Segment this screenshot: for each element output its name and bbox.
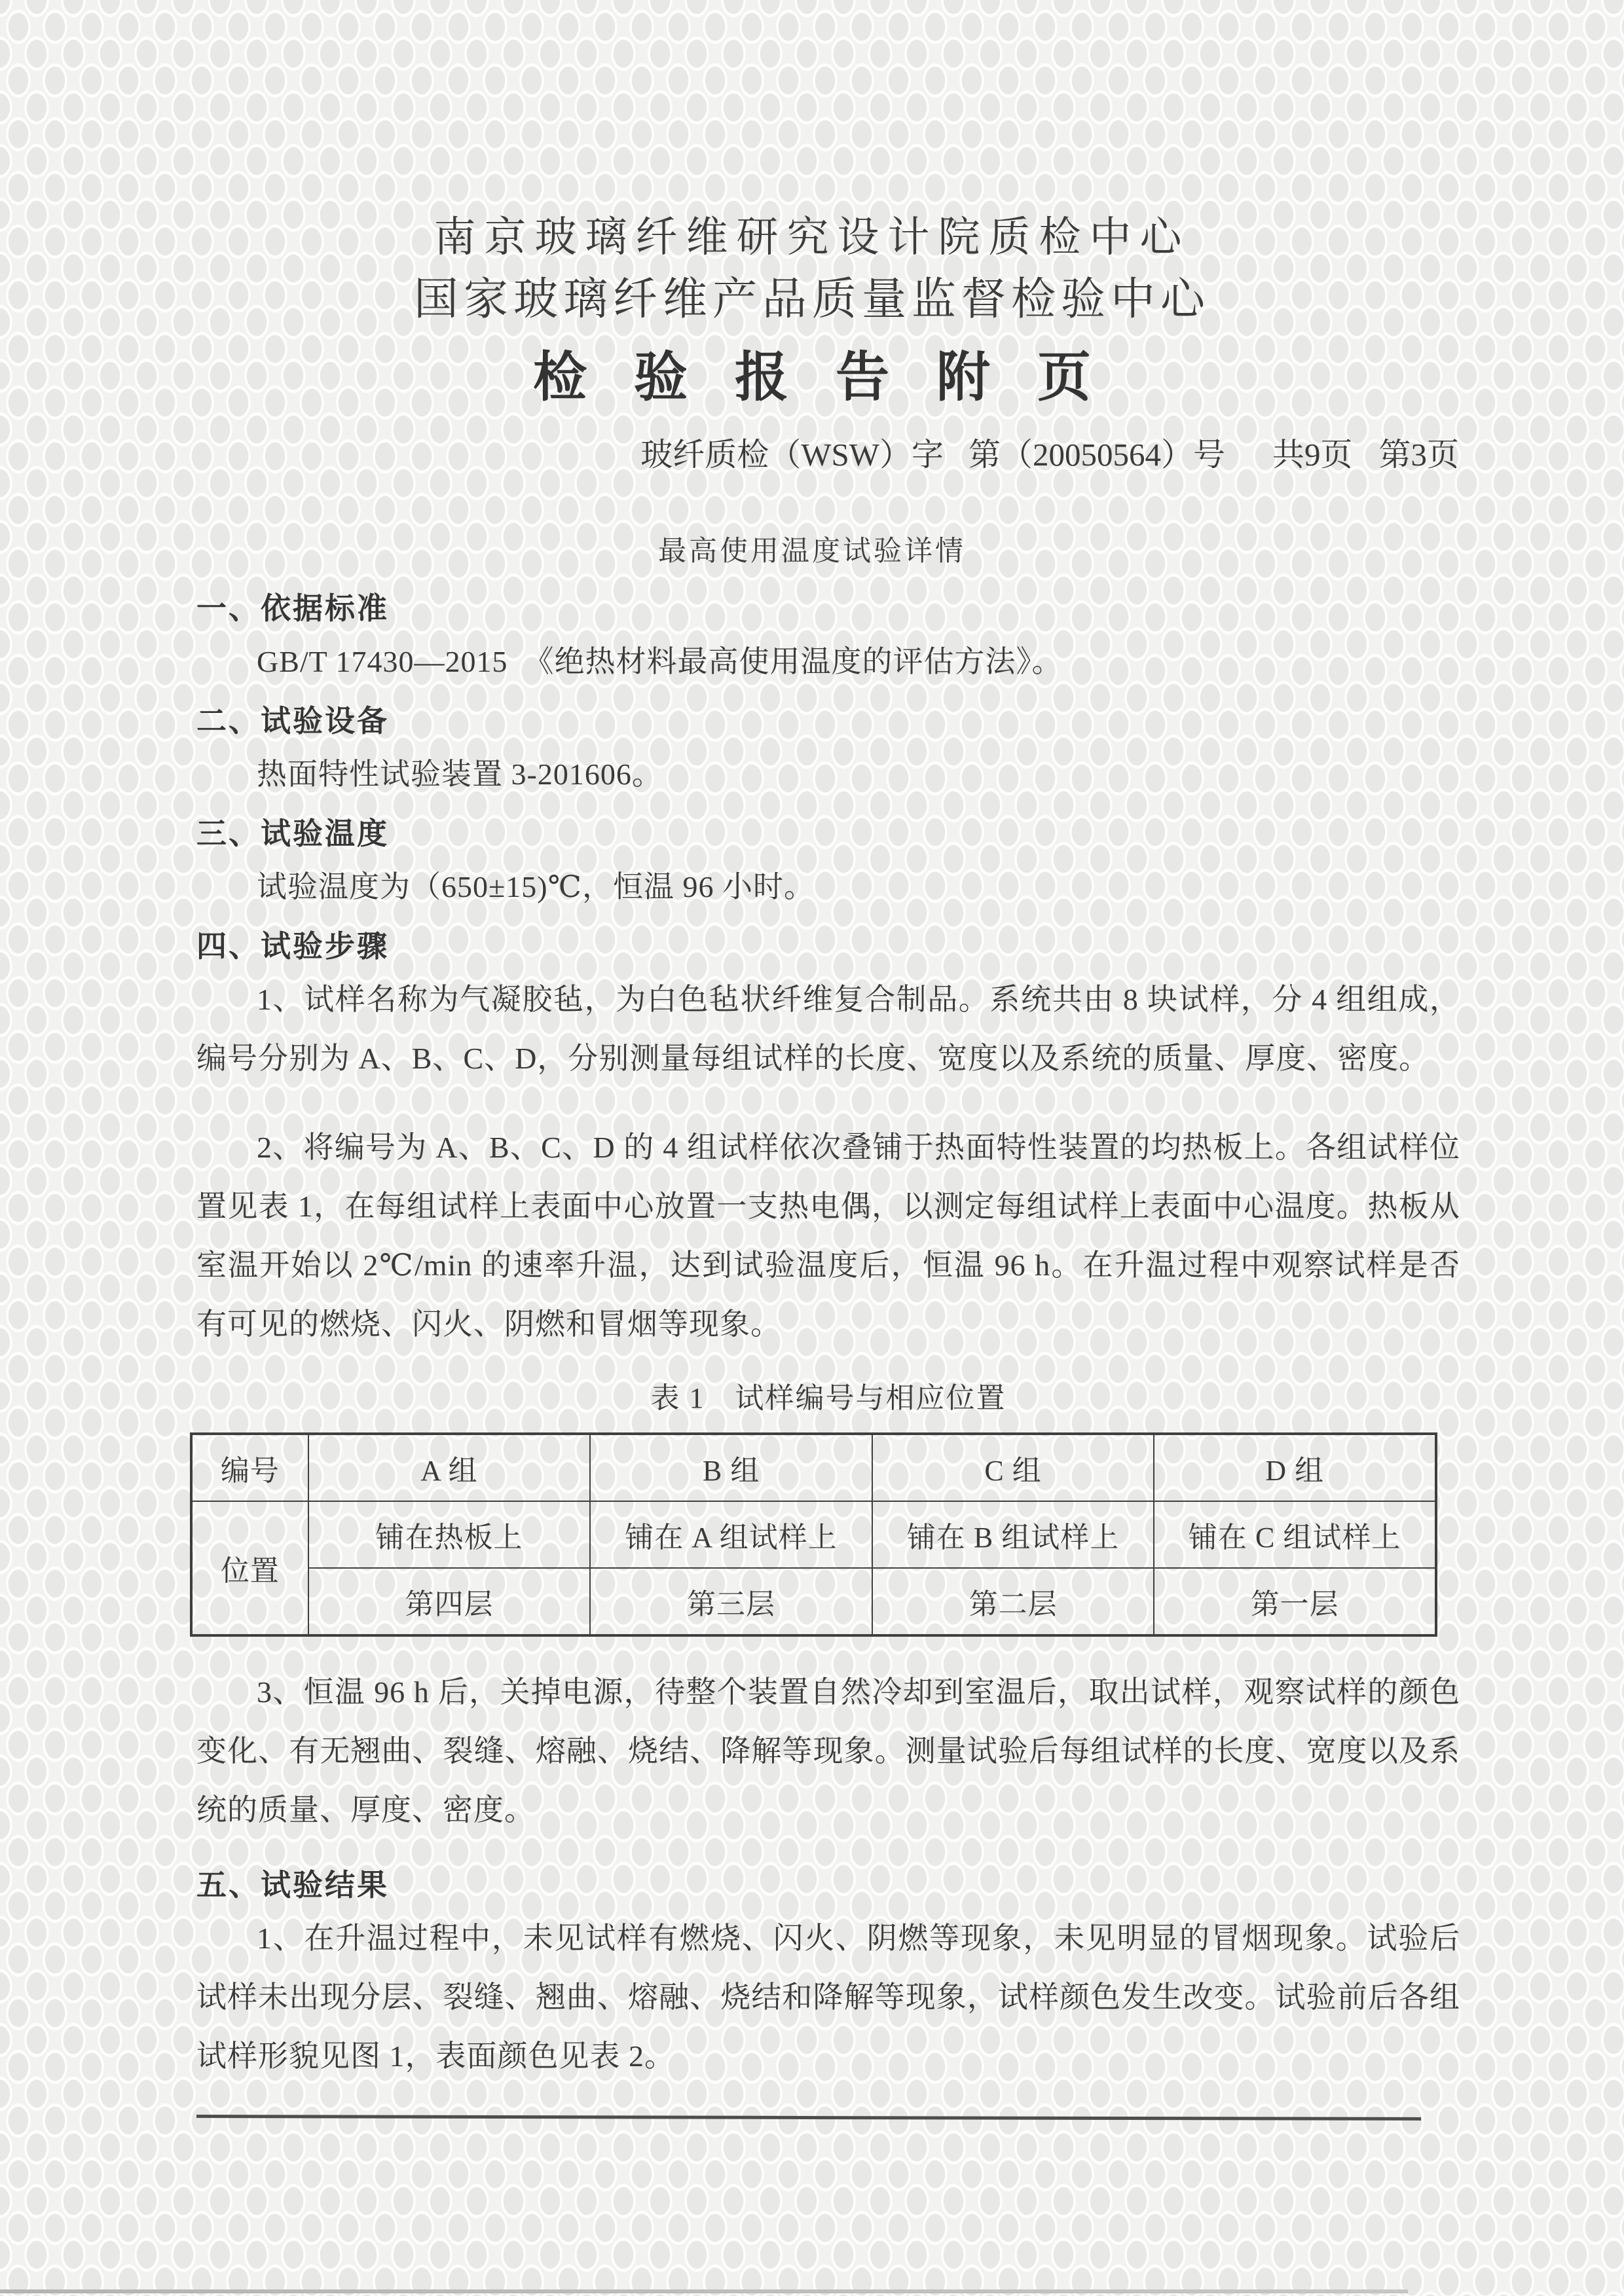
table1-layer-cell-d: 第一层 <box>1154 1568 1436 1635</box>
table1-header-cell-group-d: D 组 <box>1154 1434 1436 1501</box>
table1-header-cell-group-c: C 组 <box>872 1434 1154 1501</box>
org-name-line1: 南京玻璃纤维研究设计院质检中心 <box>434 214 1190 261</box>
section4-step2: 2、将编号为 A、B、C、D 的 4 组试样依次叠铺于热面特性装置的均热板上。各组试样位置见表 1，在每组试样上表面中心放置一支热电偶，以测定每组试样上表面中心温度。热板从室温开始以 2℃/min 的速率升温，达到试验温度后，恒温 96 h。在升温过程中观察试样是否有可见的燃烧、闪火、阴燃和冒烟等现象。 <box>196 1131 1460 1341</box>
report-number-value: 第（20050564）号 <box>968 437 1225 473</box>
table1-row-label-position: 位置 <box>191 1501 308 1635</box>
table1-layer-cell-a: 第四层 <box>308 1568 591 1635</box>
report-number-prefix: 玻纤质检（WSW）字 <box>640 437 944 473</box>
report-header <box>0 0 1624 471</box>
section3-heading: 三、试验温度 <box>196 816 389 850</box>
report-current-page: 第3页 <box>1378 437 1459 473</box>
table1-position-cell-d: 铺在 C 组试样上 <box>1154 1501 1436 1568</box>
section4-step3: 3、恒温 96 h 后，关掉电源，待整个装置自然冷却到室温后，取出试样，观察试样的颜色变化、有无翘曲、裂缝、熔融、烧结、降解等现象。测量试验后每组试样的长度、宽度以及系统的质量、厚度、密度。 <box>196 1675 1460 1827</box>
table1-header-cell-group-a: A 组 <box>308 1434 591 1501</box>
table1-layer-row <box>191 1568 1436 1635</box>
report-body <box>196 593 1460 2086</box>
document-title: 检验报告附页 <box>532 348 1138 407</box>
section2-body: 热面特性试验装置 3-201606。 <box>257 757 663 791</box>
report-total-pages: 共9页 <box>1272 437 1353 473</box>
section1-body: GB/T 17430—2015 《绝热材料最高使用温度的评估方法》。 <box>257 645 1063 678</box>
table1-layer-cell-b: 第三层 <box>590 1568 872 1635</box>
page-subtitle: 最高使用温度试验详情 <box>658 536 966 567</box>
section4-step1: 1、试样名称为气凝胶毡，为白色毡状纤维复合制品。系统共由 8 块试样，分 4 组组成，编号分别为 A、B、C、D，分别测量每组试样的长度、宽度以及系统的质量、厚度、密度。 <box>196 983 1460 1075</box>
footer-rule <box>196 2115 1421 2121</box>
section4-heading: 四、试验步骤 <box>196 929 389 963</box>
table1-header-row <box>191 1434 1436 1501</box>
table1-header-cell-group-b: B 组 <box>590 1434 872 1501</box>
section1-heading: 一、依据标准 <box>196 591 389 625</box>
table1-position-row <box>191 1501 1436 1568</box>
table1-position-cell-a: 铺在热板上 <box>308 1501 591 1568</box>
section3-body: 试验温度为（650±15)℃，恒温 96 小时。 <box>257 870 815 903</box>
table1-caption: 表 1 试样编号与相应位置 <box>650 1382 1006 1414</box>
table1-header-cell-number: 编号 <box>191 1434 308 1501</box>
scan-bottom-edge <box>0 2289 1408 2293</box>
section5-heading: 五、试验结果 <box>196 1868 389 1902</box>
table1-position-cell-b: 铺在 A 组试样上 <box>590 1501 872 1568</box>
section5-result1: 1、在升温过程中，未见试样有燃烧、闪火、阴燃等现象，未见明显的冒烟现象。试验后试样未出现分层、裂缝、翘曲、熔融、烧结和降解等现象，试样颜色发生改变。试验前后各组试样形貌见图 1，表面颜色见表 2。 <box>196 1922 1460 2073</box>
table1-sample-positions <box>190 1432 1437 1637</box>
table1-layer-cell-c: 第二层 <box>872 1568 1154 1635</box>
org-name-line2: 国家玻璃纤维产品质量监督检验中心 <box>413 274 1210 324</box>
report-number-line <box>0 439 1624 471</box>
section2-heading: 二、试验设备 <box>196 704 389 738</box>
table1-position-cell-c: 铺在 B 组试样上 <box>872 1501 1154 1568</box>
